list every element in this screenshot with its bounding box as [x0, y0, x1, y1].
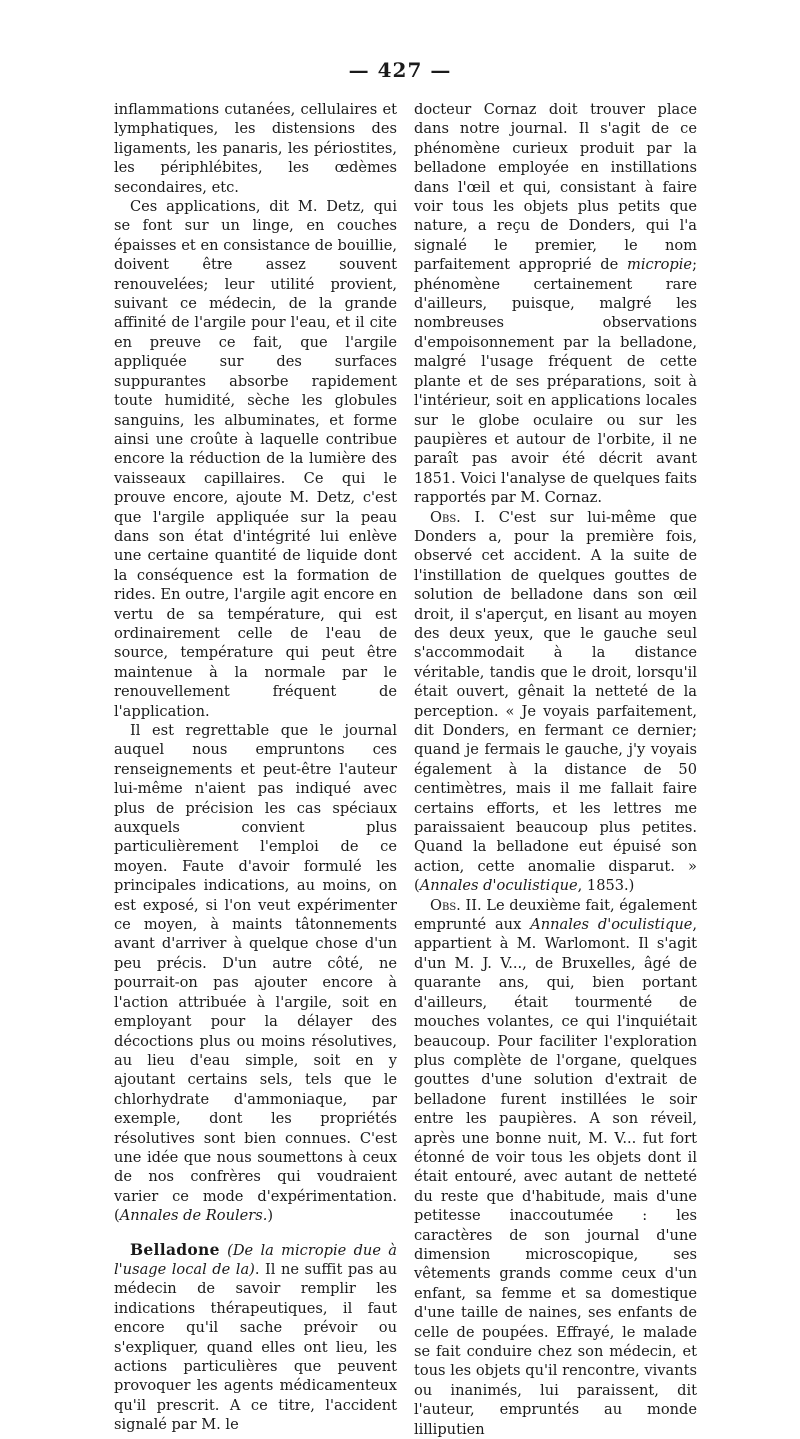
paragraph-text: )	[267, 1207, 274, 1225]
observation-label: Obs. I.	[430, 508, 485, 526]
paragraph: inflammations cutanées, cellulaires et lymphatiques, les distensions des ligaments, les panaris, les périostites, les périphlébites, les œdèmes secondaires, etc.	[114, 101, 397, 196]
term: micropie	[626, 256, 693, 274]
paragraph-text: , appartient à M. Warlomont. Il s'agit d'un M. J. V..., de Bruxelles, âgé de quarante ans, qui, bien portant d'ailleurs, était tourmenté de mouches volantes, ce qui l'inquiétait beaucoup. Pour faciliter l'exploration plus complète de l'organe, quelques gouttes d'une solution d'extrait de belladone furent instillées le soir entre les paupières. A son réveil, après une bonne nuit, M. V... fut fort étonné de voir tous les objets dont il était entouré, avec autant de netteté du reste que d'habitude, mais d'une petitesse inaccoutumée : les caractères de son journal d'une dimension microscopique, ses vêtements grands comme ceux d'un enfant, sa femme et sa domestique d'une taille de naines, ses enfants de celle de poupées. Effrayé, le malade se fait conduire chez son médecin, et tous les objets qu'il rencontre, vivants ou inanimés, lui paraissent, dit l'auteur, empruntés au monde lilliputien	[414, 916, 698, 1438]
paragraph-text: Le deuxième fait, également emprunté aux	[414, 896, 697, 934]
paragraph-text: docteur Cornaz doit trouver place dans notre journal. Il s'agit de ce phénomène curieux produit par la belladone employée en instillations dans l'œil et qui, consistant à faire voir tous les objets plus petits que nature, a reçu de Donders, qui l'a signalé le premier, le nom parfaitement approprié de	[414, 101, 697, 274]
entry-belladone	[114, 1240, 397, 1435]
source-citation: Annales de Roulers.	[119, 1207, 268, 1225]
paragraph-text: , 1853.)	[577, 877, 635, 895]
observation-2	[414, 896, 697, 1439]
paragraph	[114, 721, 397, 1226]
observation-1	[414, 508, 697, 896]
paragraph	[414, 100, 697, 508]
source-citation: Annales d'oculistique	[419, 877, 578, 895]
paragraph: Ces applications, dit M. Detz, qui se font sur un linge, en couches épaisses et en consistance de bouillie, doivent être assez souvent renouvelées; leur utilité provient, suivant ce médecin, de la grande affinité de l'argile pour l'eau, et il cite en preuve ce fait, que l'argile appliquée sur des surfaces suppurantes absorbe rapidement toute humidité, sèche les globules sanguins, les albuminates, et forme ainsi une croûte à laquelle contribue encore la réduction de la lumière des vaisseaux capillaires. Ce qui le prouve encore, ajoute M. Detz, c'est que l'argile appliquée sur la peau dans son état d'intégrité lui enlève une certaine quantité de liquide dont la conséquence est la formation de rides. En outre, l'argile agit encore en vertu de sa température, qui est ordinairement celle de l'eau de source, température qui peut être maintenue à la normale par le renouvellement fréquent de l'application.	[114, 198, 397, 720]
paragraph-text: C'est sur lui-même que Donders a, pour la première fois, observé cet accident. A la suite de l'instillation de quelques gouttes de solution de belladone dans son œil droit, il s'aperçut, en lisant au moyen des deux yeux, que le gauche seul s'accommodait à la distance véritable, tandis que le droit, lorsqu'il était ouvert, gênait la netteté de la perception. « Je voyais parfaitement, dit Donders, en fermant ce dernier; quand je fermais le gauche, j'y voyais également à la distance de 50 centimètres, mais il me fallait faire certains efforts, et les lettres me paraissaient beaucoup plus petites. Quand la belladone eut épuisé son action, cette anomalie disparut. » (	[414, 508, 697, 895]
right-column	[414, 100, 697, 1439]
observation-label: Obs. II.	[430, 896, 482, 914]
source-citation: Annales d'oculistique	[530, 916, 693, 934]
entry-subtitle: (De la micropie due à l'usage local de la)	[114, 1241, 397, 1278]
paragraph-text: . Il ne suffit pas au médecin de savoir remplir les indications thérapeutiques, il faut encore qu'il sache prévoir ou s'expliquer, quand elles ont lieu, les actions particulières que peuvent provoquer les agents médicamenteux qu'il prescrit. A ce titre, l'accident signalé par M. le	[114, 1260, 397, 1434]
left-column	[114, 100, 397, 1435]
paragraph-text: ; phénomène certainement rare d'ailleurs, puisque, malgré les nombreuses observations d'empoisonnement par la belladone, malgré l'usage fréquent de cette plante et de ses préparations, soit à l'intérieur, soit en applications locales sur le globe oculaire ou sur les paupières et autour de l'orbite, il ne paraît pas avoir été décrit avant 1851. Voici l'analyse de quelques faits rapportés par M. Cornaz.	[414, 256, 697, 507]
entry-heading: Belladone	[130, 1239, 220, 1259]
page-number: — 427 —	[348, 58, 452, 82]
paragraph-text: Il est regrettable que le journal auquel nous empruntons ces renseignements et peut-être l'auteur lui-même n'aient pas indiqué avec plus de précision les cas spéciaux auxquels convient plus particulièrement l'emploi de ce moyen. Faute d'avoir formulé les principales indications, au moins, on est exposé, si l'on veut expérimenter ce moyen, à maints tâtonnements avant d'arriver à quelque chose d'un peu précis. D'un autre côté, ne pourrait-on pas ajouter encore à l'action attribuée à l'argile, soit en employant pour la délayer des décoctions plus ou moins résolutives, au lieu d'eau simple, soit en y ajoutant certains sels, tels que le chlorhydrate d'ammoniaque, par exemple, dont les propriétés résolutives sont bien connues. C'est une idée que nous soumettons à ceux de nos confrères qui voudraient varier ce mode d'expérimentation. (	[114, 722, 397, 1225]
